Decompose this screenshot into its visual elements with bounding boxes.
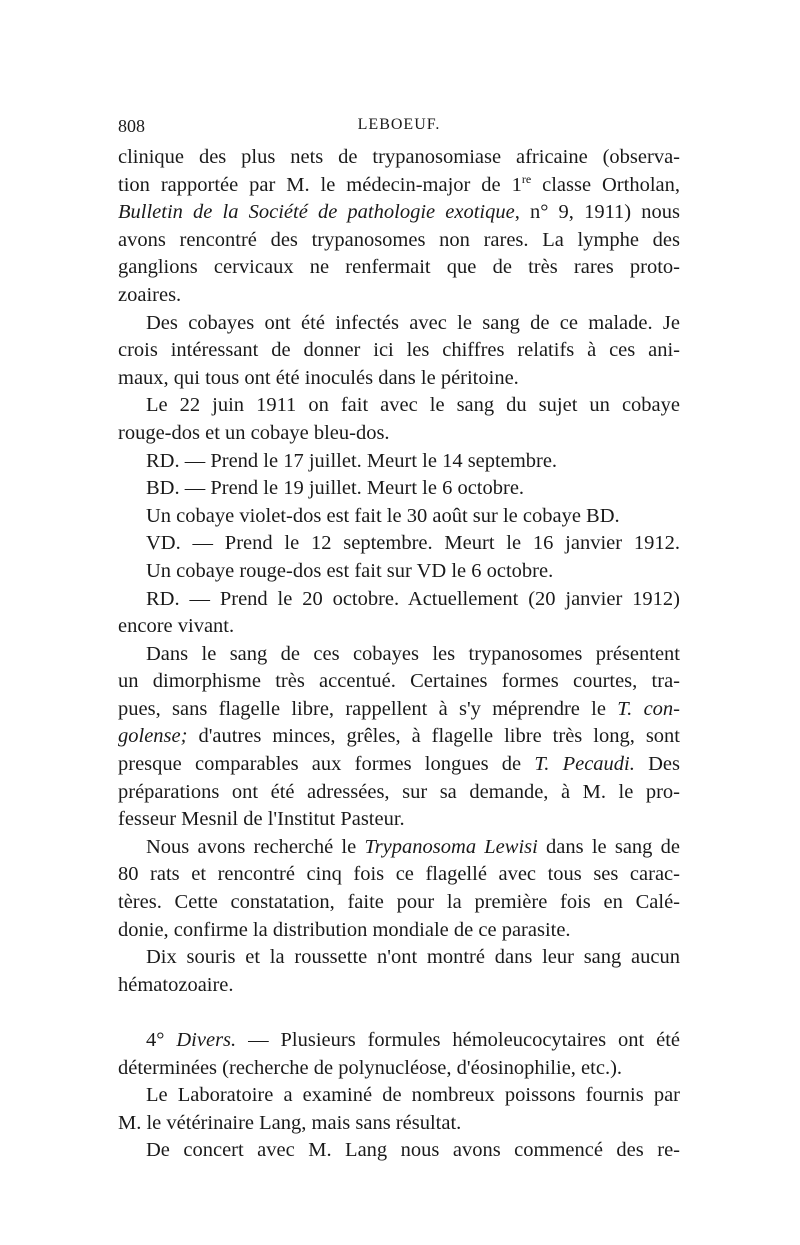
species-name: T. Pecaudi.: [534, 753, 635, 776]
text-line: Dix souris et la roussette n'ont montré dans leur sang aucun: [146, 946, 680, 969]
text-line: donie, confirme la distribution mondiale de ce parasite.: [118, 918, 571, 941]
text-line: 80 rats et rencontré cinq fois ce flagellé avec tous ses carac-: [118, 863, 680, 886]
text-line: Dans le sang de ces cobayes les trypanosomes présentent: [146, 642, 680, 665]
text-line: M. le vétérinaire Lang, mais sans résultat.: [118, 1111, 462, 1134]
text-line: Un cobaye rouge-dos est fait sur VD le 6 octobre.: [146, 559, 554, 582]
text-line: presque comparables aux formes longues de T. Pecaudi. Des: [118, 753, 680, 776]
text-line: maux, qui tous ont été inoculés dans le péritoine.: [118, 366, 519, 389]
text-line: déterminées (recherche de polynucléose, d'éosinophilie, etc.).: [118, 1056, 623, 1079]
text-line: hématozoaire.: [118, 973, 234, 996]
text-line: pues, sans flagelle libre, rappellent à s'y méprendre le T. con-: [118, 697, 680, 720]
text-line: préparations ont été adressées, sur sa demande, à M. le pro-: [118, 780, 680, 803]
text-line: tion rapportée par M. le médecin-major de 1re classe Ortholan,: [118, 171, 680, 196]
text-line: BD. — Prend le 19 juillet. Meurt le 6 octobre.: [146, 477, 525, 500]
text-line: crois intéressant de donner ici les chiffres relatifs à ces ani-: [118, 339, 680, 362]
text-line: De concert avec M. Lang nous avons commencé des re-: [146, 1139, 680, 1162]
text-line: fesseur Mesnil de l'Institut Pasteur.: [118, 808, 405, 831]
text-line: Un cobaye violet-dos est fait le 30 août sur le cobaye BD.: [146, 504, 620, 527]
species-name: Trypanosoma Lewisi: [364, 835, 538, 858]
text-line: un dimorphisme très accentué. Certaines formes courtes, tra-: [118, 670, 680, 693]
running-head: LEBOEUF.: [357, 116, 441, 133]
journal-title: Bulletin de la Société de pathologie exotique: [118, 201, 515, 224]
text-line: tères. Cette constatation, faite pour la première fois en Calé-: [118, 891, 680, 914]
text-line: 4° Divers. — Plusieurs formules hémoleucocytaires ont été: [146, 1029, 680, 1051]
page-number: 808: [118, 116, 145, 136]
text-line: VD. — Prend le 12 septembre. Meurt le 16 janvier 1912.: [146, 532, 680, 555]
text-line: Bulletin de la Société de pathologie exotique, n° 9, 1911) nous: [118, 201, 681, 224]
text-line: Le 22 juin 1911 on fait avec le sang du sujet un cobaye: [146, 394, 680, 417]
text-line: Des cobayes ont été infectés avec le sang de ce malade. Je: [146, 311, 680, 334]
page-header: [118, 116, 680, 140]
text-line: RD. — Prend le 17 juillet. Meurt le 14 septembre.: [146, 449, 558, 472]
body-text: [118, 144, 680, 1165]
species-name: T. con-: [617, 697, 680, 720]
species-name: golense;: [118, 725, 188, 748]
text-line: clinique des plus nets de trypanosomiase africaine (observa-: [118, 146, 680, 168]
text-line: golense; d'autres minces, grêles, à flagelle libre très long, sont: [118, 725, 680, 748]
text-line: zoaires.: [118, 283, 182, 306]
text-line: encore vivant.: [118, 615, 235, 638]
superscript: re: [521, 171, 532, 186]
text-line: RD. — Prend le 20 octobre. Actuellement (20 janvier 1912): [146, 587, 680, 610]
text-line: Le Laboratoire a examiné de nombreux poissons fournis par: [146, 1084, 680, 1107]
text-line: ganglions cervicaux ne renfermait que de très rares proto-: [118, 256, 680, 279]
text-line: rouge-dos et un cobaye bleu-dos.: [118, 421, 390, 444]
paragraph-gap: [118, 999, 680, 1027]
text-line: avons rencontré des trypanosomes non rares. La lymphe des: [118, 228, 680, 251]
text-line: Nous avons recherché le Trypanosoma Lewisi dans le sang de: [146, 835, 680, 858]
section-heading: Divers.: [176, 1029, 237, 1051]
